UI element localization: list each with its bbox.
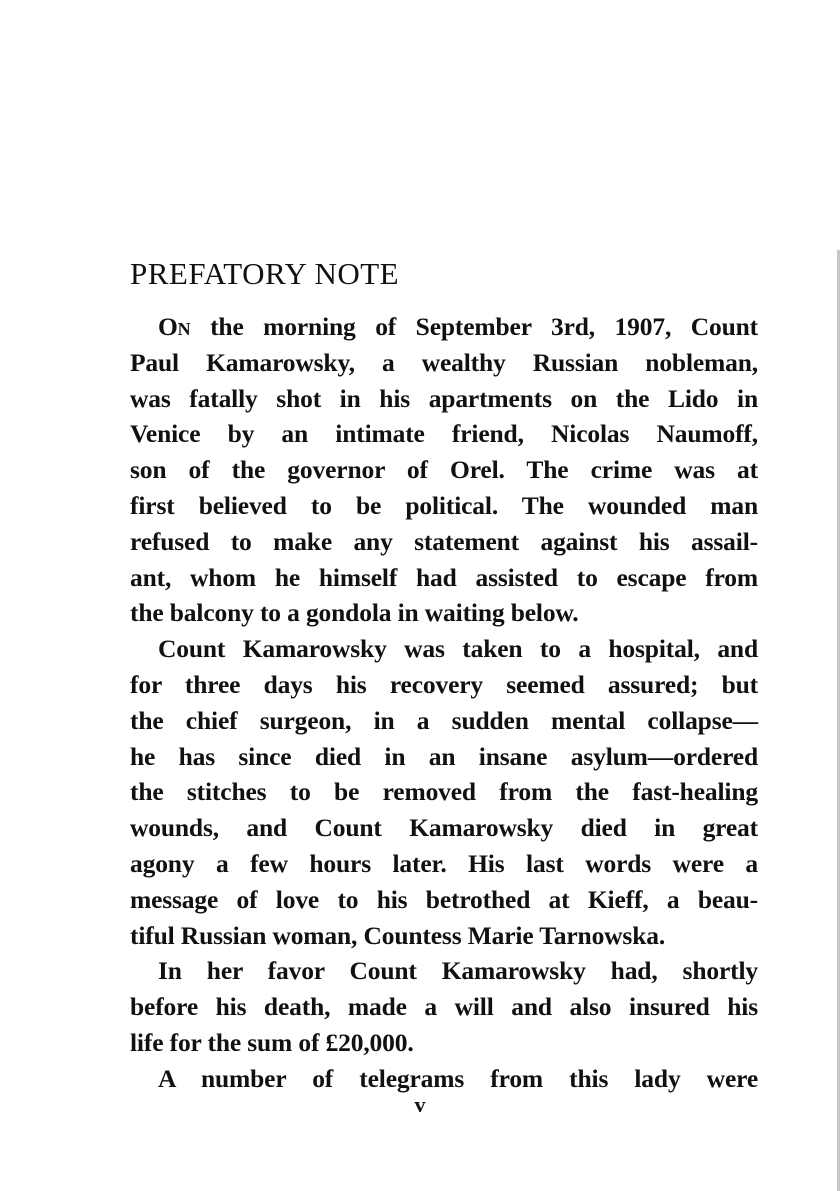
text-line: for three days his recovery seemed assured; but (130, 669, 758, 699)
opening-word: On (158, 312, 191, 341)
text-line: wounds, and Count Kamarowsky died in great (130, 813, 758, 843)
line-text: On the morning of September 3rd, 1907, Count (158, 312, 758, 341)
text-line (130, 631, 758, 667)
line-text: Count Kamarowsky was taken to a hospital, and (158, 634, 758, 664)
text-line (130, 953, 758, 989)
text-line: ant, whom he himself had assisted to escape from (130, 562, 758, 592)
page-heading: PREFATORY NOTE (130, 256, 400, 291)
text-line: before his death, made a will and also insured his (130, 992, 758, 1022)
text-line: agony a few hours later. His last words were a (130, 848, 758, 878)
paragraph-3 (130, 953, 758, 1060)
text-line: Paul Kamarowsky, a wealthy Russian nobleman, (130, 347, 758, 377)
text-line: the stitches to be removed from the fast-healing (130, 777, 758, 807)
body-text (130, 309, 758, 1097)
paragraph-2 (130, 631, 758, 953)
text-line: the chief surgeon, in a sudden mental collapse— (130, 705, 758, 735)
text-line: refused to make any statement against his assail- (130, 526, 758, 556)
text-line (130, 309, 758, 345)
text-line: message of love to his betrothed at Kieff, a beau- (130, 884, 758, 914)
text-line: he has since died in an insane asylum—ordered (130, 741, 758, 771)
text-line: was fatally shot in his apartments on the Lido in (130, 383, 758, 413)
text-line: the balcony to a gondola in waiting below. (130, 598, 579, 628)
text-line: first believed to be political. The wounded man (130, 490, 758, 520)
paragraph-1 (130, 309, 758, 631)
text-line: Venice by an intimate friend, Nicolas Naumoff, (130, 419, 758, 449)
text-line: life for the sum of £20,000. (130, 1027, 414, 1057)
text-line: son of the governor of Orel. The crime was at (130, 455, 758, 485)
text-line: tiful Russian woman, Countess Marie Tarnowska. (130, 920, 666, 950)
line-text: A number of telegrams from this lady were (158, 1063, 758, 1093)
page-number: v (414, 1092, 426, 1117)
line-text: In her favor Count Kamarowsky had, shortly (158, 956, 758, 986)
